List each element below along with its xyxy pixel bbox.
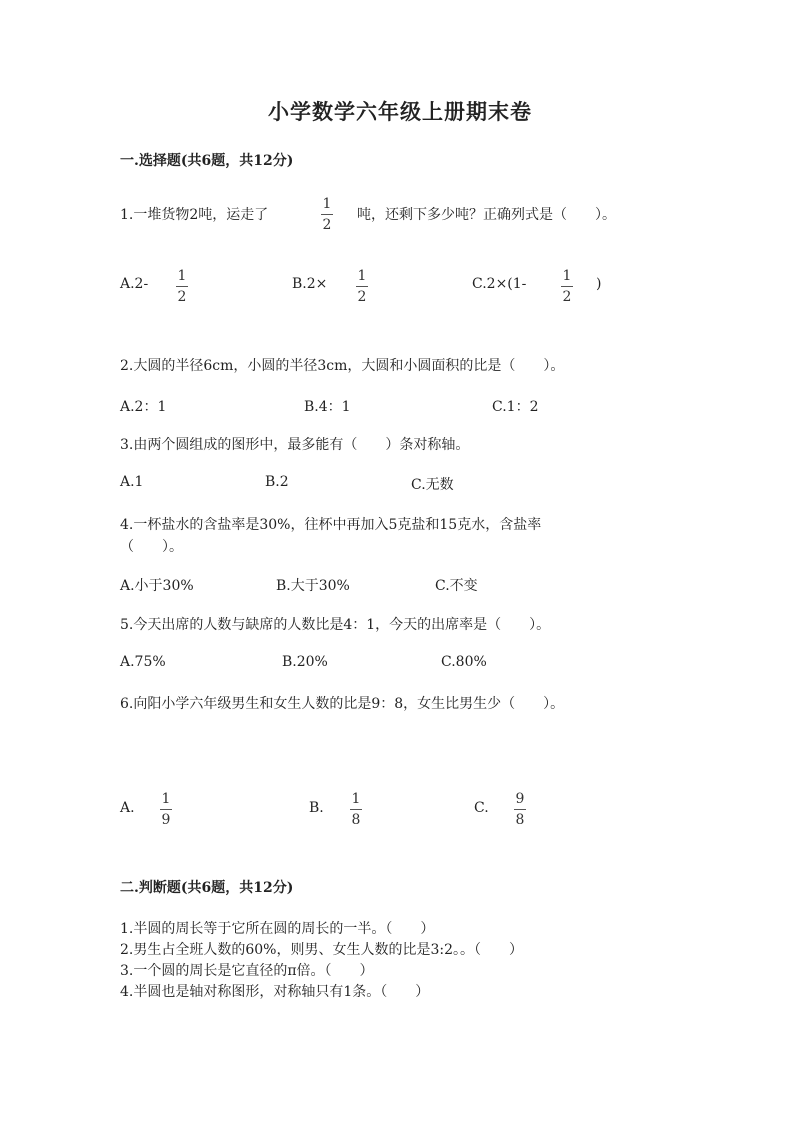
question-4-text-line1: 4.一杯盐水的含盐率是30%，往杯中再加入5克盐和15克水，含盐率	[120, 517, 542, 533]
q3-option-c: C.无数	[411, 477, 454, 493]
fraction-bar	[160, 809, 172, 810]
q1-option-c-label: C.2×(1-	[472, 276, 527, 292]
fraction-numerator: 9	[515, 791, 525, 807]
judgement-item-4: 4.半圆也是轴对称图形，对称轴只有1条。（ ）	[120, 984, 430, 1000]
question-6-text: 6.向阳小学六年级男生和女生人数的比是9：8，女生比男生少（ ）。	[120, 696, 565, 712]
q5-option-c: C.80%	[441, 654, 487, 670]
question-1-text-before: 1.一堆货物2吨，运走了	[120, 207, 269, 223]
fraction-denominator: 2	[177, 289, 187, 305]
question-5-text: 5.今天出席的人数与缺席的人数比是4：1，今天的出席率是（ ）。	[120, 617, 551, 633]
q2-option-b: B.4：1	[304, 399, 351, 415]
q1-option-c-fraction	[561, 268, 573, 305]
q2-option-a: A.2：1	[120, 399, 167, 415]
section-heading-judgement: 二.判断题(共6题，共12分)	[120, 880, 294, 896]
fraction-bar	[176, 286, 188, 287]
fraction-numerator: 1	[351, 791, 361, 807]
q2-option-c: C.1：2	[492, 399, 539, 415]
fraction-bar	[321, 214, 333, 215]
q5-option-a: A.75%	[120, 654, 166, 670]
q1-option-a-label: A.2-	[120, 276, 149, 292]
question-1-text-after: 吨，还剩下多少吨？正确列式是（ ）。	[357, 207, 616, 223]
fraction-denominator: 2	[322, 217, 332, 233]
fraction-numerator: 1	[322, 196, 332, 212]
fraction-bar	[514, 809, 526, 810]
fraction-numerator: 1	[357, 268, 367, 284]
q3-option-a: A.1	[120, 474, 144, 490]
q6-option-b-fraction	[350, 791, 362, 828]
fraction-numerator: 1	[161, 791, 171, 807]
judgement-item-1: 1.半圆的周长等于它所在圆的周长的一半。（ ）	[120, 921, 435, 937]
question-1-fraction	[321, 196, 333, 233]
fraction-denominator: 2	[357, 289, 367, 305]
fraction-numerator: 1	[562, 268, 572, 284]
q1-option-b-label: B.2×	[292, 276, 328, 292]
q4-option-b: B.大于30%	[276, 578, 350, 594]
q1-option-a-fraction	[176, 268, 188, 305]
question-4-text-line2: （ ）。	[120, 539, 183, 555]
q6-option-c-label: C.	[474, 800, 489, 816]
fraction-bar	[561, 286, 573, 287]
q4-option-a: A.小于30%	[120, 578, 194, 594]
q6-option-b-label: B.	[309, 800, 324, 816]
q3-option-b: B.2	[265, 474, 289, 490]
fraction-bar	[350, 809, 362, 810]
q5-option-b: B.20%	[282, 654, 328, 670]
fraction-denominator: 2	[562, 289, 572, 305]
q6-option-c-fraction	[514, 791, 526, 828]
fraction-numerator: 1	[177, 268, 187, 284]
q6-option-a-label: A.	[120, 800, 135, 816]
judgement-item-2: 2.男生占全班人数的60%，则男、女生人数的比是3:2。。（ ）	[120, 942, 524, 958]
fraction-denominator: 8	[515, 812, 525, 828]
question-3-text: 3.由两个圆组成的图形中，最多能有（ ）条对称轴。	[120, 437, 470, 453]
q1-option-b-fraction	[356, 268, 368, 305]
fraction-denominator: 8	[351, 812, 361, 828]
section-heading-choice: 一.选择题(共6题，共12分)	[120, 153, 294, 169]
q1-option-c-suffix: )	[596, 276, 602, 292]
page-title: 小学数学六年级上册期末卷	[268, 99, 532, 124]
q6-option-a-fraction	[160, 791, 172, 828]
q4-option-c: C.不变	[435, 578, 478, 594]
question-2-text: 2.大圆的半径6cm，小圆的半径3cm，大圆和小圆面积的比是（ ）。	[120, 358, 565, 374]
fraction-denominator: 9	[161, 812, 171, 828]
judgement-item-3: 3.一个圆的周长是它直径的π倍。（ ）	[120, 963, 374, 979]
fraction-bar	[356, 286, 368, 287]
